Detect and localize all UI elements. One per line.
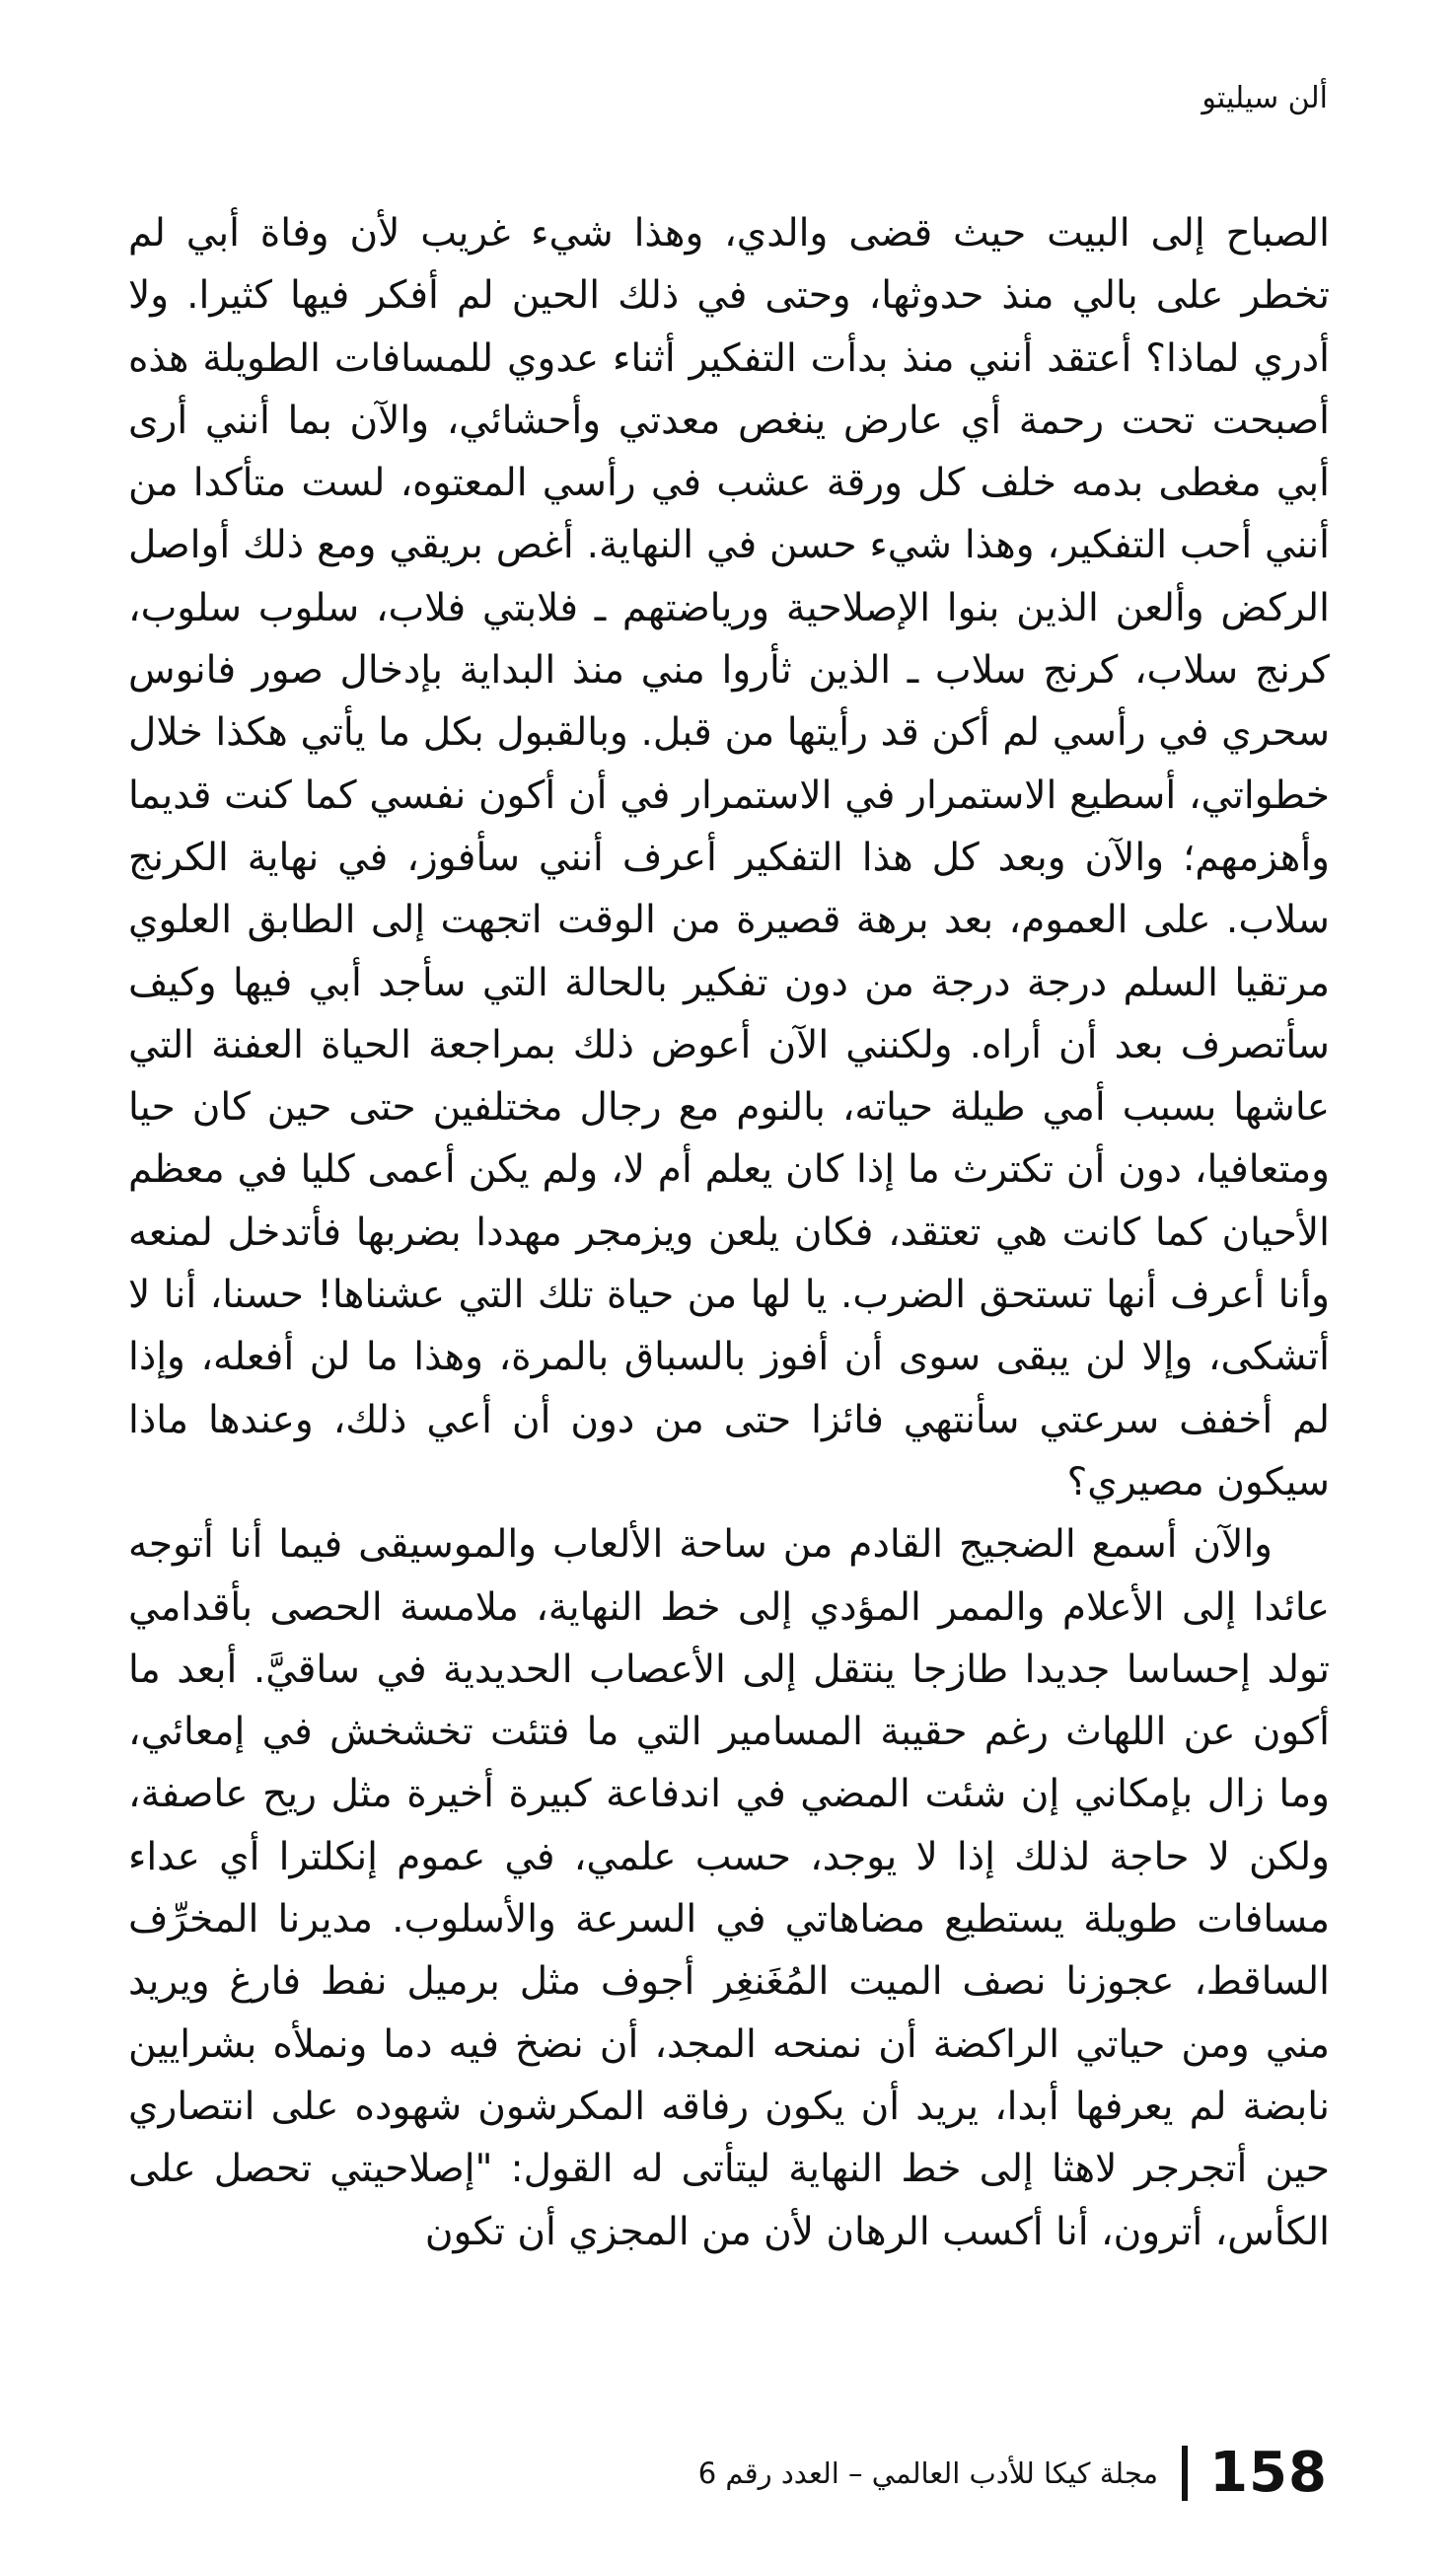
journal-name: مجلة كيكا للأدب العالمي – العدد رقم 6 [697,2456,1159,2490]
paragraph: والآن أسمع الضجيج القادم من ساحة الألعاب والموسيقى فيما أنا أتوجه عائدا إلى الأعلام والممر المؤدي إلى خط النهاية، ملامسة الحصى بأقدامي تولد إحساسا جديدا طازجا ينتقل إلى الأعصاب الحديدية في ساقيَّ. أبعد ما أكون عن اللهاث رغم حقيبة المسامير التي ما فتئت تخشخش في إمعائي، وما زال بإمكاني إن شئت المضي في اندفاعة كبيرة أخيرة مثل ريح عاصفة، ولكن لا حاجة لذلك إذا لا يوجد، حسب علمي، في عموم إنكلترا أي عداء مسافات طويلة يستطيع مضاهاتي في السرعة والأسلوب. مديرنا المخرِّف الساقط، عجوزنا نصف الميت المُغَنغِر أجوف مثل برميل نفط فارغ ويريد مني ومن حياتي الراكضة أن نمنحه المجد، أن نضخ فيه دما ونملأه بشرايين نابضة لم يعرفها أبدا، يريد أن يكون رفاقه المكرشون شهوده على انتصاري حين أتجرجر لاهثا إلى خط النهاية ليتأتى له القول: "إصلاحيتي تحصل على الكأس، أترون، أنا أكسب الرهان لأن من المجزي أن تكون [128,1522,1330,2254]
page-number: 158 [1209,2441,1328,2505]
page-footer [698,2439,1328,2508]
paragraph: الصباح إلى البيت حيث قضى والدي، وهذا شيء غريب لأن وفاة أبي لم تخطر على بالي منذ حدوثها، وحتى في ذلك الحين لم أفكر فيها كثيرا. ولا أدري لماذا؟ أعتقد أنني منذ بدأت التفكير أثناء عدوي للمسافات الطويلة هذه أصبحت تحت رحمة أي عارض ينغص معدتي وأحشائي، والآن بما أنني أرى أبي مغطى بدمه خلف كل ورقة عشب في رأسي المعتوه، لست متأكدا من أنني أحب التفكير، وهذا شيء حسن في النهاية. أغص بريقي ومع ذلك أواصل الركض وألعن الذين بنوا الإصلاحية ورياضتهم ـ فلابتي فلاب، سلوب سلوب، كرنج سلاب، كرنج سلاب ـ الذين ثأروا مني منذ البداية بإدخال صور فانوس سحري في رأسي لم أكن قد رأيتها من قبل. وبالقبول بكل ما يأتي هكذا خلال خطواتي، أسطيع الاستمرار في الاستمرار في أن أكون نفسي كما كنت قديما وأهزمهم؛ والآن وبعد كل هذا التفكير أعرف أنني سأفوز، في نهاية الكرنج سلاب. على العموم، بعد برهة قصيرة من الوقت اتجهت إلى الطابق العلوي مرتقيا السلم درجة درجة من دون تفكير بالحالة التي سأجد أبي فيها وكيف سأتصرف بعد أن أراه. ولكنني الآن أعوض ذلك بمراجعة الحياة العفنة التي عاشها بسبب أمي طيلة حياته، بالنوم مع رجال مختلفين حتى حين كان حيا ومتعافيا، دون أن تكترث ما إذا كان يعلم أم لا، ولم يكن أعمى كليا في معظم الأحيان كما كانت هي تعتقد، فكان يلعن ويزمجر مهددا بضربها فأتدخل لمنعه وأنا أعرف أنها تستحق الضرب. يا لها من حياة تلك التي عشناها! حسنا، أنا لا أتشكى، وإلا لن يبقى سوى أن أفوز بالسباق بالمرة، وهذا ما لن أفعله، وإذا لم أخفف سرعتي سأنتهي فائزا حتى من دون أن أعي ذلك، وعندها ماذا سيكون مصيري؟ [128,211,1330,1504]
running-header-author: ألن سيليتو [1201,81,1328,115]
footer-divider [1182,2446,1188,2501]
article-body [128,202,1330,2263]
